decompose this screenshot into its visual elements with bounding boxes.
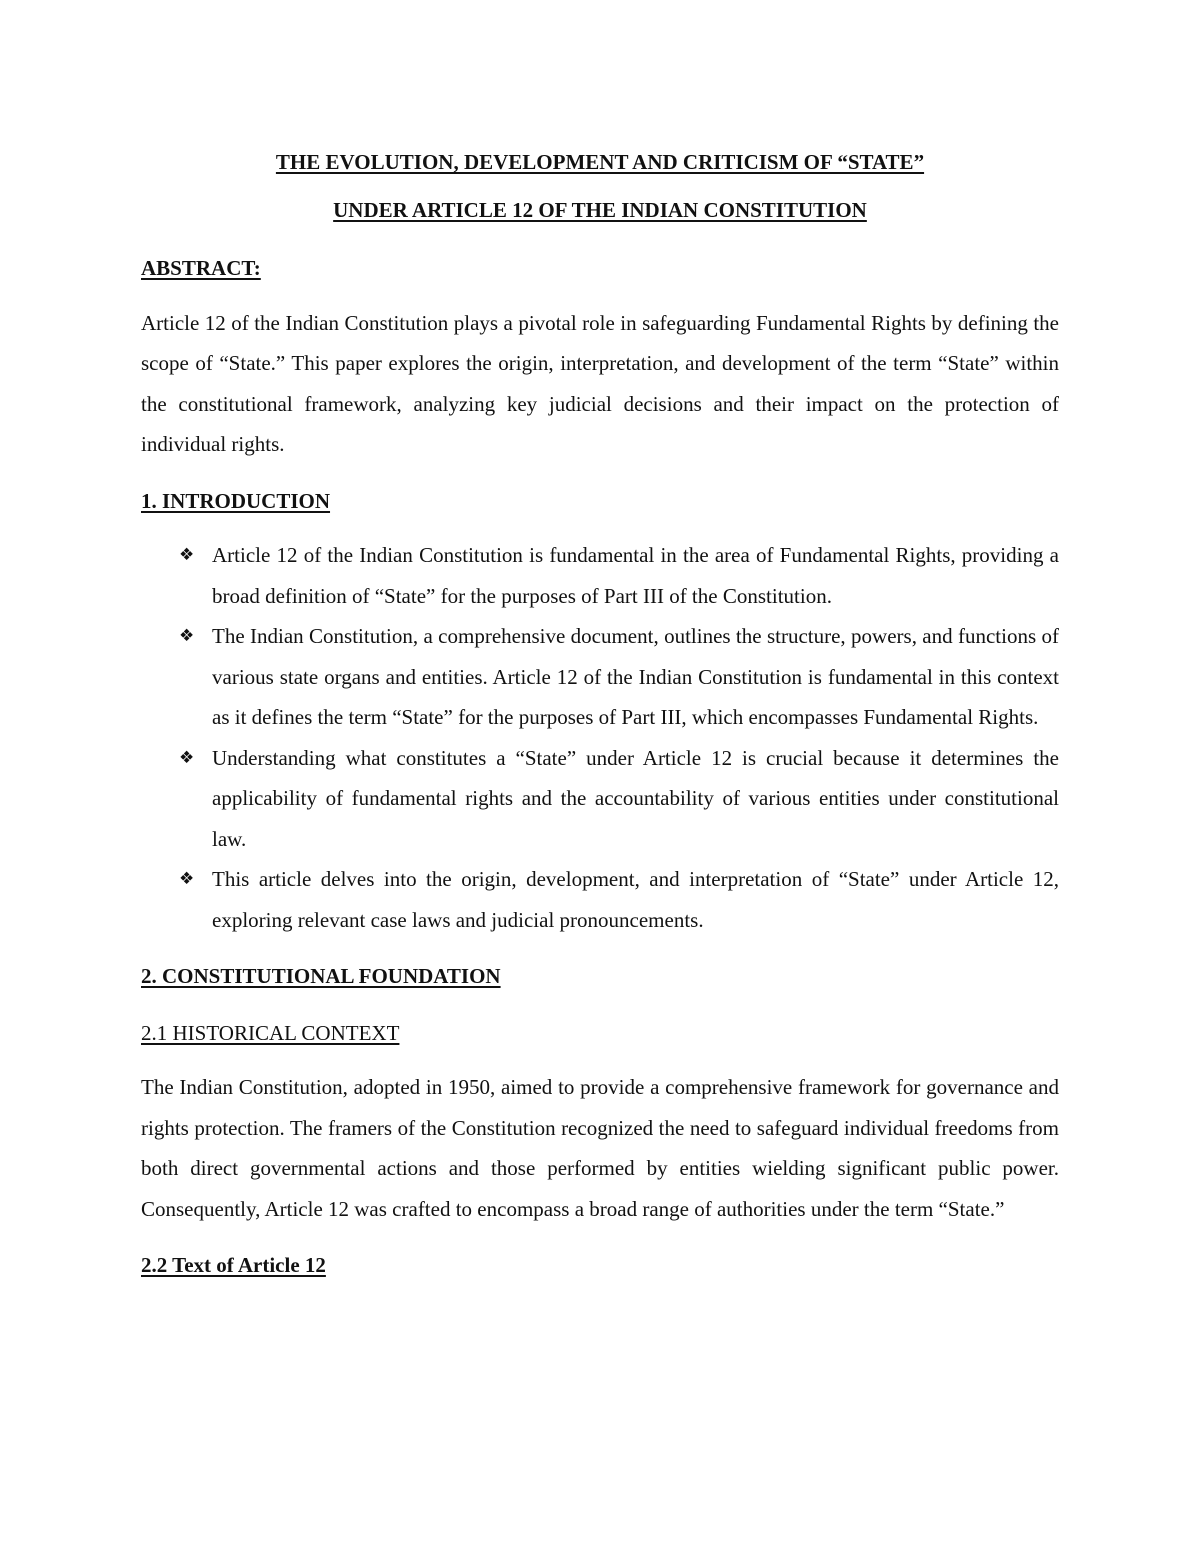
introduction-heading: 1. INTRODUCTION bbox=[141, 488, 331, 513]
bullet-text: This article delves into the origin, development, and interpretation of “State” under Article 12, exploring relevant case laws and judicial pronouncements. bbox=[212, 867, 1059, 932]
list-item bbox=[141, 616, 1059, 738]
introduction-bullet-list bbox=[141, 535, 1059, 940]
bullet-text: Article 12 of the Indian Constitution is fundamental in the area of Fundamental Rights, providing a broad definition of “State” for the purposes of Part III of the Constitution. bbox=[212, 543, 1059, 608]
diamond-bullet-icon: ❖ bbox=[179, 747, 195, 768]
list-item bbox=[141, 535, 1059, 616]
abstract-text: Article 12 of the Indian Constitution plays a pivotal role in safeguarding Fundamental Rights by defining the scope of “State.” This paper explores the origin, interpretation, and development of the term “State” within the constitutional framework, analyzing key judicial decisions and their impact on the protection of individual rights. bbox=[141, 310, 1059, 456]
bullet-text: Understanding what constitutes a “State” under Article 12 is crucial because it determines the applicability of fundamental rights and the accountability of various entities under constitutional law. bbox=[212, 745, 1059, 851]
diamond-bullet-icon: ❖ bbox=[179, 869, 195, 889]
title-line-2: UNDER ARTICLE 12 OF THE INDIAN CONSTITUTION bbox=[333, 198, 867, 222]
document-title bbox=[141, 138, 1059, 234]
abstract-heading: ABSTRACT: bbox=[141, 256, 261, 280]
constitutional-foundation-heading: 2. CONSTITUTIONAL FOUNDATION bbox=[141, 964, 501, 988]
document-page bbox=[141, 138, 1059, 1286]
diamond-bullet-icon: ❖ bbox=[179, 626, 195, 646]
list-item bbox=[141, 738, 1059, 860]
article-text-heading: 2.2 Text of Article 12 bbox=[141, 1253, 326, 1277]
title-line-1: THE EVOLUTION, DEVELOPMENT AND CRITICISM OF “STATE” bbox=[275, 150, 925, 174]
historical-context-heading: 2.1 HISTORICAL CONTEXT bbox=[141, 1020, 400, 1045]
list-item bbox=[141, 859, 1059, 940]
diamond-bullet-icon: ❖ bbox=[179, 545, 195, 565]
bullet-text: The Indian Constitution, a comprehensive document, outlines the structure, powers, and functions of various state organs and entities. Article 12 of the Indian Constitution is fundamental in this context as it defines the term “State” for the purposes of Part III, which encompasses Fundamental Rights. bbox=[212, 624, 1059, 729]
historical-context-text: The Indian Constitution, adopted in 1950, aimed to provide a comprehensive framework for governance and rights protection. The framers of the Constitution recognized the need to safeguard individual freedoms from both direct governmental actions and those performed by entities wielding significant public power. Consequently, Article 12 was crafted to encompass a broad range of authorities under the term “State.” bbox=[141, 1075, 1059, 1221]
